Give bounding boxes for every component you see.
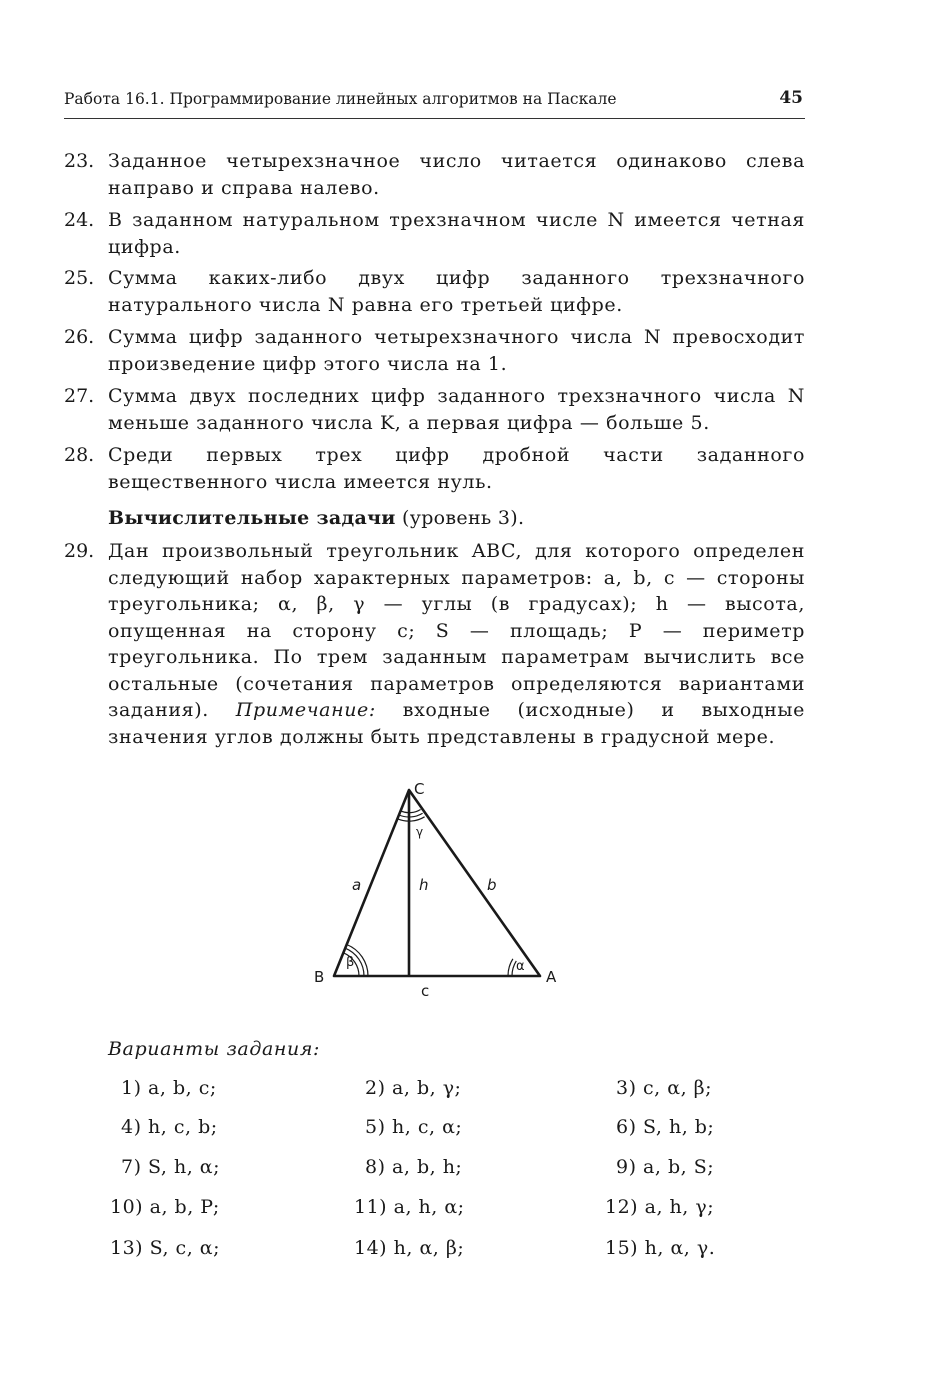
variants-title: Варианты задания: bbox=[108, 1038, 321, 1060]
section-heading-level: (уровень 3). bbox=[395, 507, 525, 529]
item-text: Заданное четырехзначное число читается одинаково слева направо и справа налево. bbox=[108, 150, 805, 199]
list-item bbox=[64, 148, 805, 201]
item-number: 24. bbox=[64, 209, 95, 231]
variant-item: 5) h, c, α; bbox=[365, 1116, 463, 1138]
variant-item: 1) a, b, c; bbox=[121, 1077, 217, 1099]
triangle-abc bbox=[334, 790, 540, 976]
item-number: 23. bbox=[64, 150, 95, 172]
item-number: 25. bbox=[64, 267, 95, 289]
side-a-label: a bbox=[352, 876, 362, 894]
variant-item: 10) a, b, P; bbox=[110, 1196, 220, 1218]
angle-beta-label: β bbox=[346, 955, 355, 970]
note-text: входные (исходные) и выходные значения углов должны быть представлены в градусной мере. bbox=[108, 699, 805, 748]
variant-item: 12) a, h, γ; bbox=[605, 1196, 715, 1218]
item-number: 29. bbox=[64, 540, 95, 562]
vertex-c-label: C bbox=[414, 780, 425, 798]
variant-item: 2) a, b, γ; bbox=[365, 1077, 462, 1099]
running-title: Работа 16.1. Программирование линейных алгоритмов на Паскале bbox=[64, 90, 617, 108]
problem-text: Дан произвольный треугольник ABC, для которого определен следующий набор характерных параметров: a, b, c — стороны треугольника; α, β, γ — углы (в градусах); h — высота, опущенная на сторону c; S — площадь; P — периметр треугольника. По трем заданным параметрам вычислить все остальные (сочетания параметров определяются вариантами задания). bbox=[108, 540, 805, 721]
problem-29 bbox=[64, 538, 805, 750]
list-item bbox=[64, 383, 805, 436]
angle-alpha-label: α bbox=[516, 959, 525, 974]
variant-item: 11) a, h, α; bbox=[354, 1196, 465, 1218]
page-header bbox=[64, 88, 805, 119]
angle-gamma-arc-outer bbox=[399, 813, 423, 817]
page-number: 45 bbox=[779, 88, 803, 108]
variant-item: 15) h, α, γ. bbox=[605, 1237, 716, 1259]
variant-item: 9) a, b, S; bbox=[616, 1156, 715, 1178]
item-number: 28. bbox=[64, 444, 95, 466]
item-number: 26. bbox=[64, 326, 95, 348]
variant-item: 14) h, α, β; bbox=[354, 1237, 465, 1259]
variant-item: 3) c, α, β; bbox=[616, 1077, 713, 1099]
note-label: Примечание: bbox=[235, 699, 376, 721]
side-c-label: c bbox=[421, 982, 430, 1000]
item-text: Среди первых трех цифр дробной части заданного вещественного числа имеется нуль. bbox=[108, 444, 805, 493]
variant-item: 4) h, c, b; bbox=[121, 1116, 218, 1138]
item-text: Сумма цифр заданного четырехзначного числа N превосходит произведение цифр этого числа на 1. bbox=[108, 326, 805, 375]
list-item bbox=[64, 442, 805, 495]
item-text: Сумма двух последних цифр заданного трехзначного числа N меньше заданного числа K, а первая цифра — больше 5. bbox=[108, 385, 805, 434]
item-text: В заданном натуральном трехзначном числе N имеется четная цифра. bbox=[108, 209, 805, 258]
list-item bbox=[64, 265, 805, 318]
vertex-a-label: A bbox=[546, 968, 557, 986]
variant-item: 13) S, c, α; bbox=[110, 1237, 220, 1259]
list-item bbox=[64, 324, 805, 377]
vertex-b-label: B bbox=[314, 968, 325, 986]
section-heading bbox=[108, 505, 524, 532]
angle-gamma-arc-inner bbox=[401, 810, 421, 813]
side-b-label: b bbox=[487, 876, 497, 894]
triangle-diagram bbox=[300, 772, 580, 1002]
item-number: 27. bbox=[64, 385, 95, 407]
variant-item: 8) a, b, h; bbox=[365, 1156, 463, 1178]
list-item bbox=[64, 207, 805, 260]
height-label: h bbox=[419, 876, 429, 894]
section-heading-bold: Вычислительные задачи bbox=[108, 507, 396, 529]
angle-gamma-label: γ bbox=[416, 825, 424, 839]
item-text: Сумма каких-либо двух цифр заданного трехзначного натурального числа N равна его третьей цифре. bbox=[108, 267, 805, 316]
problem-text-block bbox=[108, 538, 805, 750]
variant-item: 6) S, h, b; bbox=[616, 1116, 715, 1138]
variant-item: 7) S, h, α; bbox=[121, 1156, 221, 1178]
